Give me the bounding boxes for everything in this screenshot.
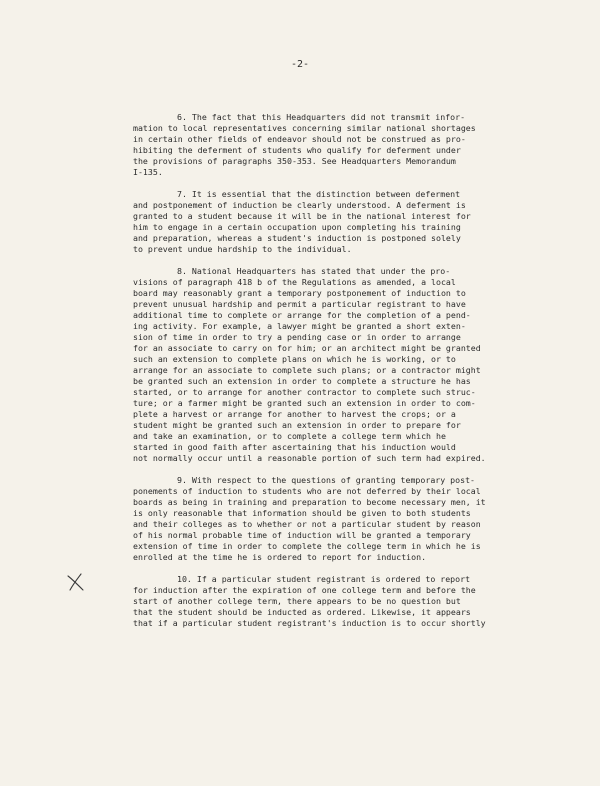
paragraph-8-line: additional time to complete or arrange for the completion of a pend- [133,310,471,320]
paragraph-8-line: visions of paragraph 418 b of the Regulations as amended, a local [133,277,456,287]
paragraph-10-line: that if a particular student registrant's induction is to occur shortly [133,618,486,628]
paragraph-6-line: mation to local representatives concerning similar national shortages [133,123,476,133]
paragraph-8-line: for an associate to carry on for him; or an architect might be granted [133,343,481,353]
paragraph-7-line: 7. It is essential that the distinction between deferment [177,189,461,199]
paragraph-9-line: is only reasonable that information should be given to both students [133,508,471,518]
page-number: -2- [290,59,310,70]
paragraph-8-line: plete a harvest or arrange for another to harvest the crops; or a [133,409,456,419]
paragraph-6-line: I-135. [133,167,163,177]
paragraph-8-line: started, or to arrange for another contractor to complete such struc- [133,387,476,397]
paragraph-8-line: ture; or a farmer might be granted such an extension in order to com- [133,398,476,408]
paragraph-8-line: student might be granted such an extension in order to prepare for [133,420,461,430]
paragraph-8-line: and take an examination, or to complete a college term which he [133,431,446,441]
paragraph-9-line: enrolled at the time he is ordered to report for induction. [133,552,427,562]
paragraph-9-line: extension of time in order to complete the college term in which he is [133,541,481,551]
paragraph-7-line: to prevent undue hardship to the individual. [133,244,352,254]
paragraph-6-line: the provisions of paragraphs 350-353. See Headquarters Memorandum [133,156,456,166]
paragraph-9-line: of his normal probable time of induction will be granted a temporary [133,530,471,540]
paragraph-6-line: in certain other fields of endeavor should not be construed as pro- [133,134,466,144]
paragraph-9-line: ponements of induction to students who are not deferred by their local [133,486,481,496]
paragraph-7-line: and preparation, whereas a student's induction is postponed solely [133,233,461,243]
paragraph-10-line: that the student should be inducted as ordered. Likewise, it appears [133,607,471,617]
paragraph-8-line: sion of time in order to try a pending case or in order to arrange [133,332,461,342]
paragraph-8-line: not normally occur until a reasonable portion of such term had expired. [133,453,486,463]
paragraph-6-line: 6. The fact that this Headquarters did not transmit infor- [177,112,466,122]
paragraph-9-line: boards as being in training and preparation to become necessary men, it [133,497,486,507]
paragraph-10-line: start of another college term, there appears to be no question but [133,596,461,606]
paragraph-8-line: 8. National Headquarters has stated that under the pro- [177,266,451,276]
paragraph-8-line: ing activity. For example, a lawyer might be granted a short exten- [133,321,466,331]
paragraph-10-line: for induction after the expiration of one college term and before the [133,585,476,595]
handwritten-x-mark-icon [66,572,86,592]
paragraph-7-line: and postponement of induction be clearly understood. A deferment is [133,200,466,210]
paragraph-6-line: hibiting the deferment of students who qualify for deferment under [133,145,461,155]
paragraph-9-line: and their colleges as to whether or not a particular student by reason [133,519,481,529]
paragraph-8-line: such an extension to complete plans on which he is working, or to [133,354,456,364]
paragraph-9-line: 9. With respect to the questions of granting temporary post- [177,475,476,485]
paragraph-7-line: him to engage in a certain occupation upon completing his training [133,222,461,232]
paragraph-8-line: be granted such an extension in order to complete a structure he has [133,376,471,386]
paragraph-8-line: started in good faith after ascertaining that his induction would [133,442,456,452]
paragraph-8-line: prevent unusual hardship and permit a particular registrant to have [133,299,466,309]
paragraph-8-line: board may reasonably grant a temporary postponement of induction to [133,288,466,298]
paragraph-7-line: granted to a student because it will be in the national interest for [133,211,471,221]
paragraph-10-line: 10. If a particular student registrant is ordered to report [177,574,471,584]
paragraph-8-line: arrange for an associate to complete such plans; or a contractor might [133,365,481,375]
